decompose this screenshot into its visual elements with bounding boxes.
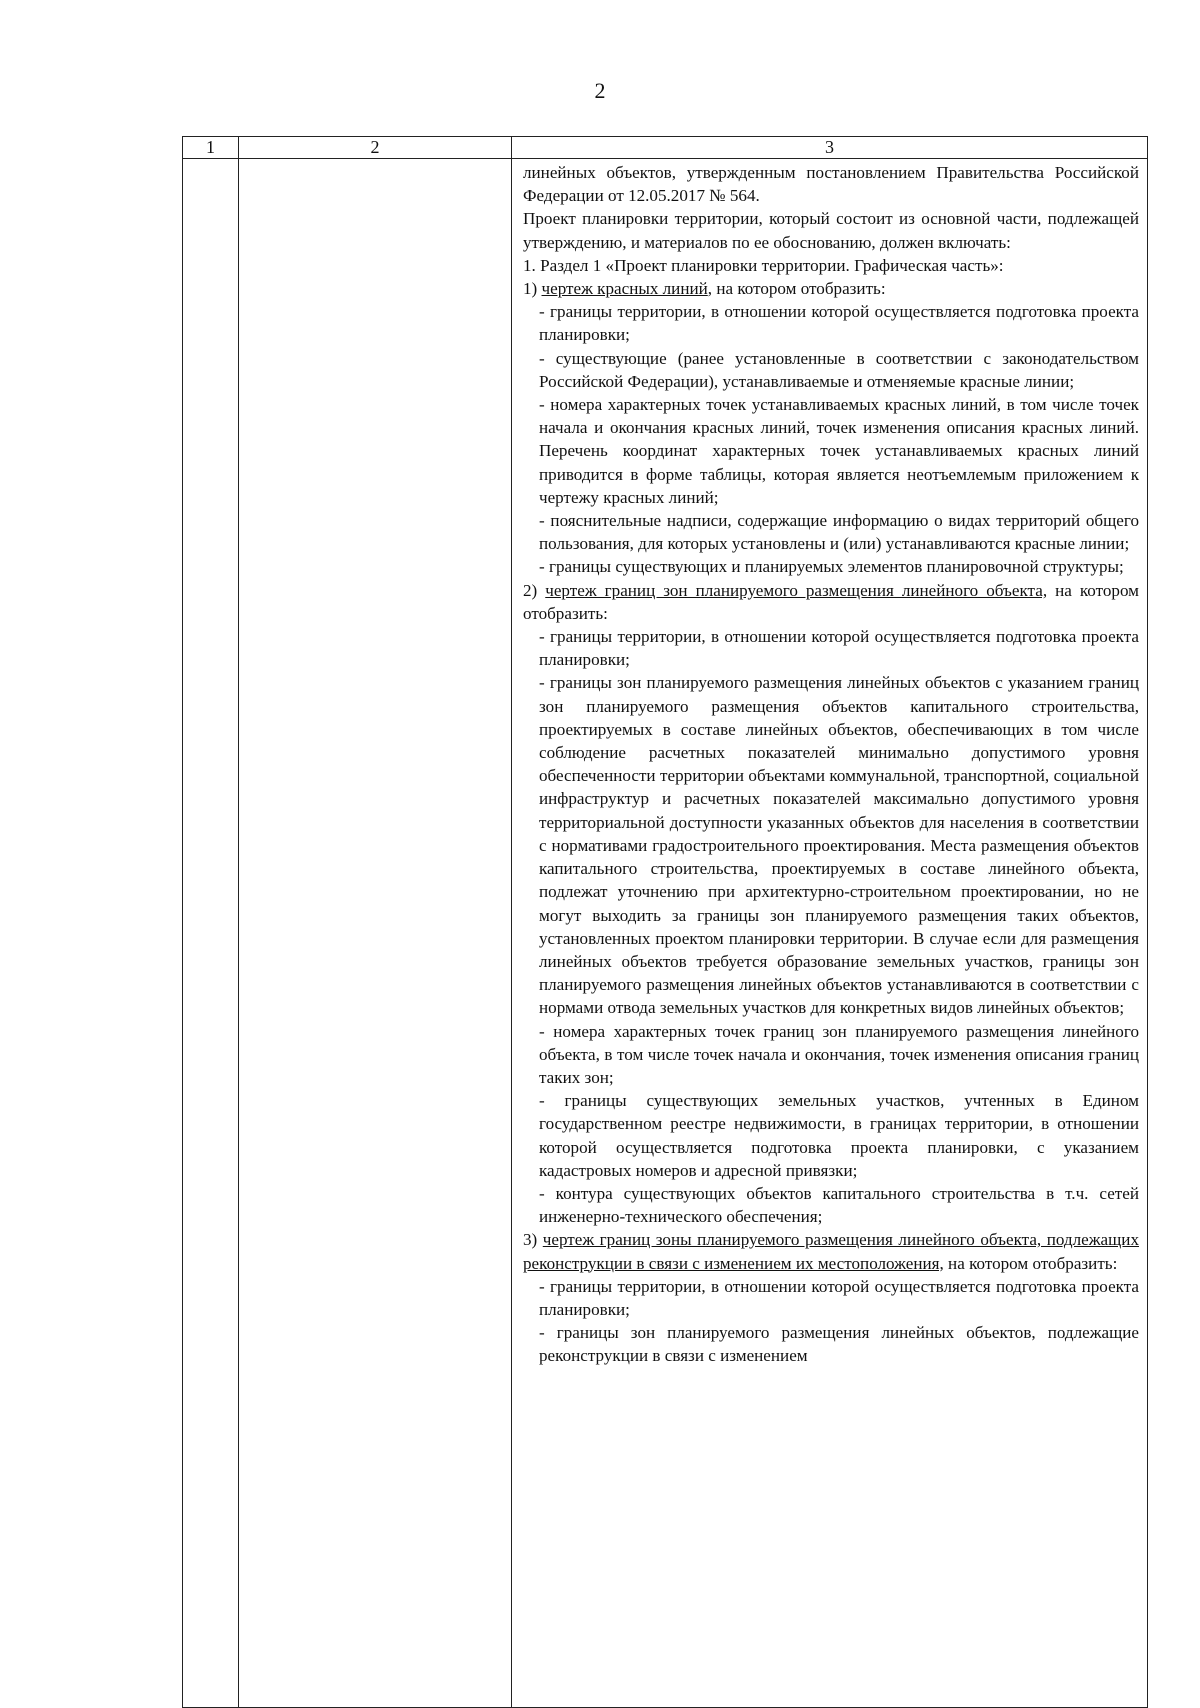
- paragraph: 1. Раздел 1 «Проект планировки территории. Графическая часть»:: [523, 255, 1004, 275]
- item-suffix: на котором отобразить:: [523, 580, 1139, 623]
- item-suffix: , на котором отобразить:: [707, 279, 886, 299]
- list-item: - границы зон планируемого размещения линейных объектов, подлежащие реконструкции в связи с изменением: [539, 1323, 1139, 1366]
- document-table: [182, 136, 1148, 1708]
- column-header-3: 3: [512, 137, 1148, 159]
- list-item: - номера характерных точек границ зон планируемого размещения линейного объекта, в том числе точек начала и окончания, точек изменения описания границ таких зон;: [539, 1021, 1139, 1087]
- list-item: - границы существующих и планируемых элементов планировочной структуры;: [539, 557, 1124, 577]
- list-item: - границы существующих земельных участков, учтенных в Едином государственном реестре недвижимости, в границах территории, в отношении которой осуществляется подготовка проекта планировки, с указанием кадастровых номеров и адресной привязки;: [539, 1091, 1139, 1180]
- drawing-item-heading: [523, 277, 1139, 300]
- list-item: - номера характерных точек устанавливаемых красных линий, в том числе точек начала и окончания красных линий, точек изменения описания красных линий. Перечень координат характерных точек устанавливаемых красных линий приводится в форме таблицы, которая является неотъемлемым приложением к чертежу красных линий;: [539, 395, 1139, 507]
- column-header-2: 2: [239, 137, 512, 159]
- list-item: - существующие (ранее установленные в соответствии с законодательством Российской Федерации), устанавливаемые и отменяемые красные линии;: [539, 348, 1139, 391]
- underlined-title: чертеж границ зоны планируемого размещения линейного объекта, подлежащих реконструкции в связи с изменением их местоположения,: [523, 1230, 1139, 1273]
- drawing-item-heading: [523, 579, 1139, 625]
- list-item: - границы зон планируемого размещения линейных объектов с указанием границ зон планируемого размещения объектов капитального строительства, проектируемых в составе линейных объектов, обеспечивающих в том числе соблюдение расчетных показателей минимально допустимого уровня обеспеченности территории объектами коммунальной, транспортной, социальной инфраструктур и расчетных показателей максимально допустимого уровня территориальной доступности указанных объектов для населения в соответствии с нормативами градостроительного проектирования. Места размещения объектов капитального строительства, проектируемых в составе линейного объекта, подлежат уточнению при архитектурно-строительном проектировании, но не могут выходить за границы зон планируемого размещения таких объектов, установленных проектом планировки территории. В случае если для размещения линейных объектов требуется образование земельных участков, границы зон планируемого размещения линейных объектов устанавливаются в соответствии с нормами отвода земельных участков для конкретных видов линейных объектов;: [539, 673, 1139, 1018]
- list-item: - границы территории, в отношении которой осуществляется подготовка проекта планировки;: [539, 1276, 1139, 1319]
- list-item: - пояснительные надписи, содержащие информацию о видах территорий общего пользования, для которых установлены и (или) устанавливаются красные линии;: [539, 511, 1139, 554]
- underlined-title: чертеж границ зон планируемого размещения линейного объекта,: [545, 580, 1048, 600]
- item-number: 1): [523, 279, 542, 299]
- page-number: 2: [594, 78, 606, 103]
- item-suffix: на котором отобразить:: [943, 1253, 1118, 1273]
- column-3-cell: [512, 159, 1148, 1708]
- column-2-cell: [239, 159, 512, 1708]
- drawing-item-heading: [523, 1228, 1139, 1274]
- table-header-row: [183, 137, 1148, 159]
- item-number: 2): [523, 580, 546, 600]
- item-number: 3): [523, 1230, 543, 1250]
- list-item: - границы территории, в отношении которой осуществляется подготовка проекта планировки;: [539, 302, 1139, 345]
- column-header-1: 1: [183, 137, 239, 159]
- paragraph: линейных объектов, утвержденным постановлением Правительства Российской Федерации от 12.05.2017 № 564.: [523, 163, 1139, 206]
- list-item: - контура существующих объектов капитального строительства в т.ч. сетей инженерно-технического обеспечения;: [539, 1183, 1139, 1227]
- requirements-text: [512, 159, 1147, 1368]
- paragraph: Проект планировки территории, который состоит из основной части, подлежащей утверждению, и материалов по ее обоснованию, должен включать:: [523, 209, 1139, 252]
- column-1-cell: [183, 159, 239, 1708]
- list-item: - границы территории, в отношении которой осуществляется подготовка проекта планировки;: [539, 627, 1139, 670]
- underlined-title: чертеж красных линий: [541, 279, 708, 299]
- table-body-row: [183, 159, 1148, 1708]
